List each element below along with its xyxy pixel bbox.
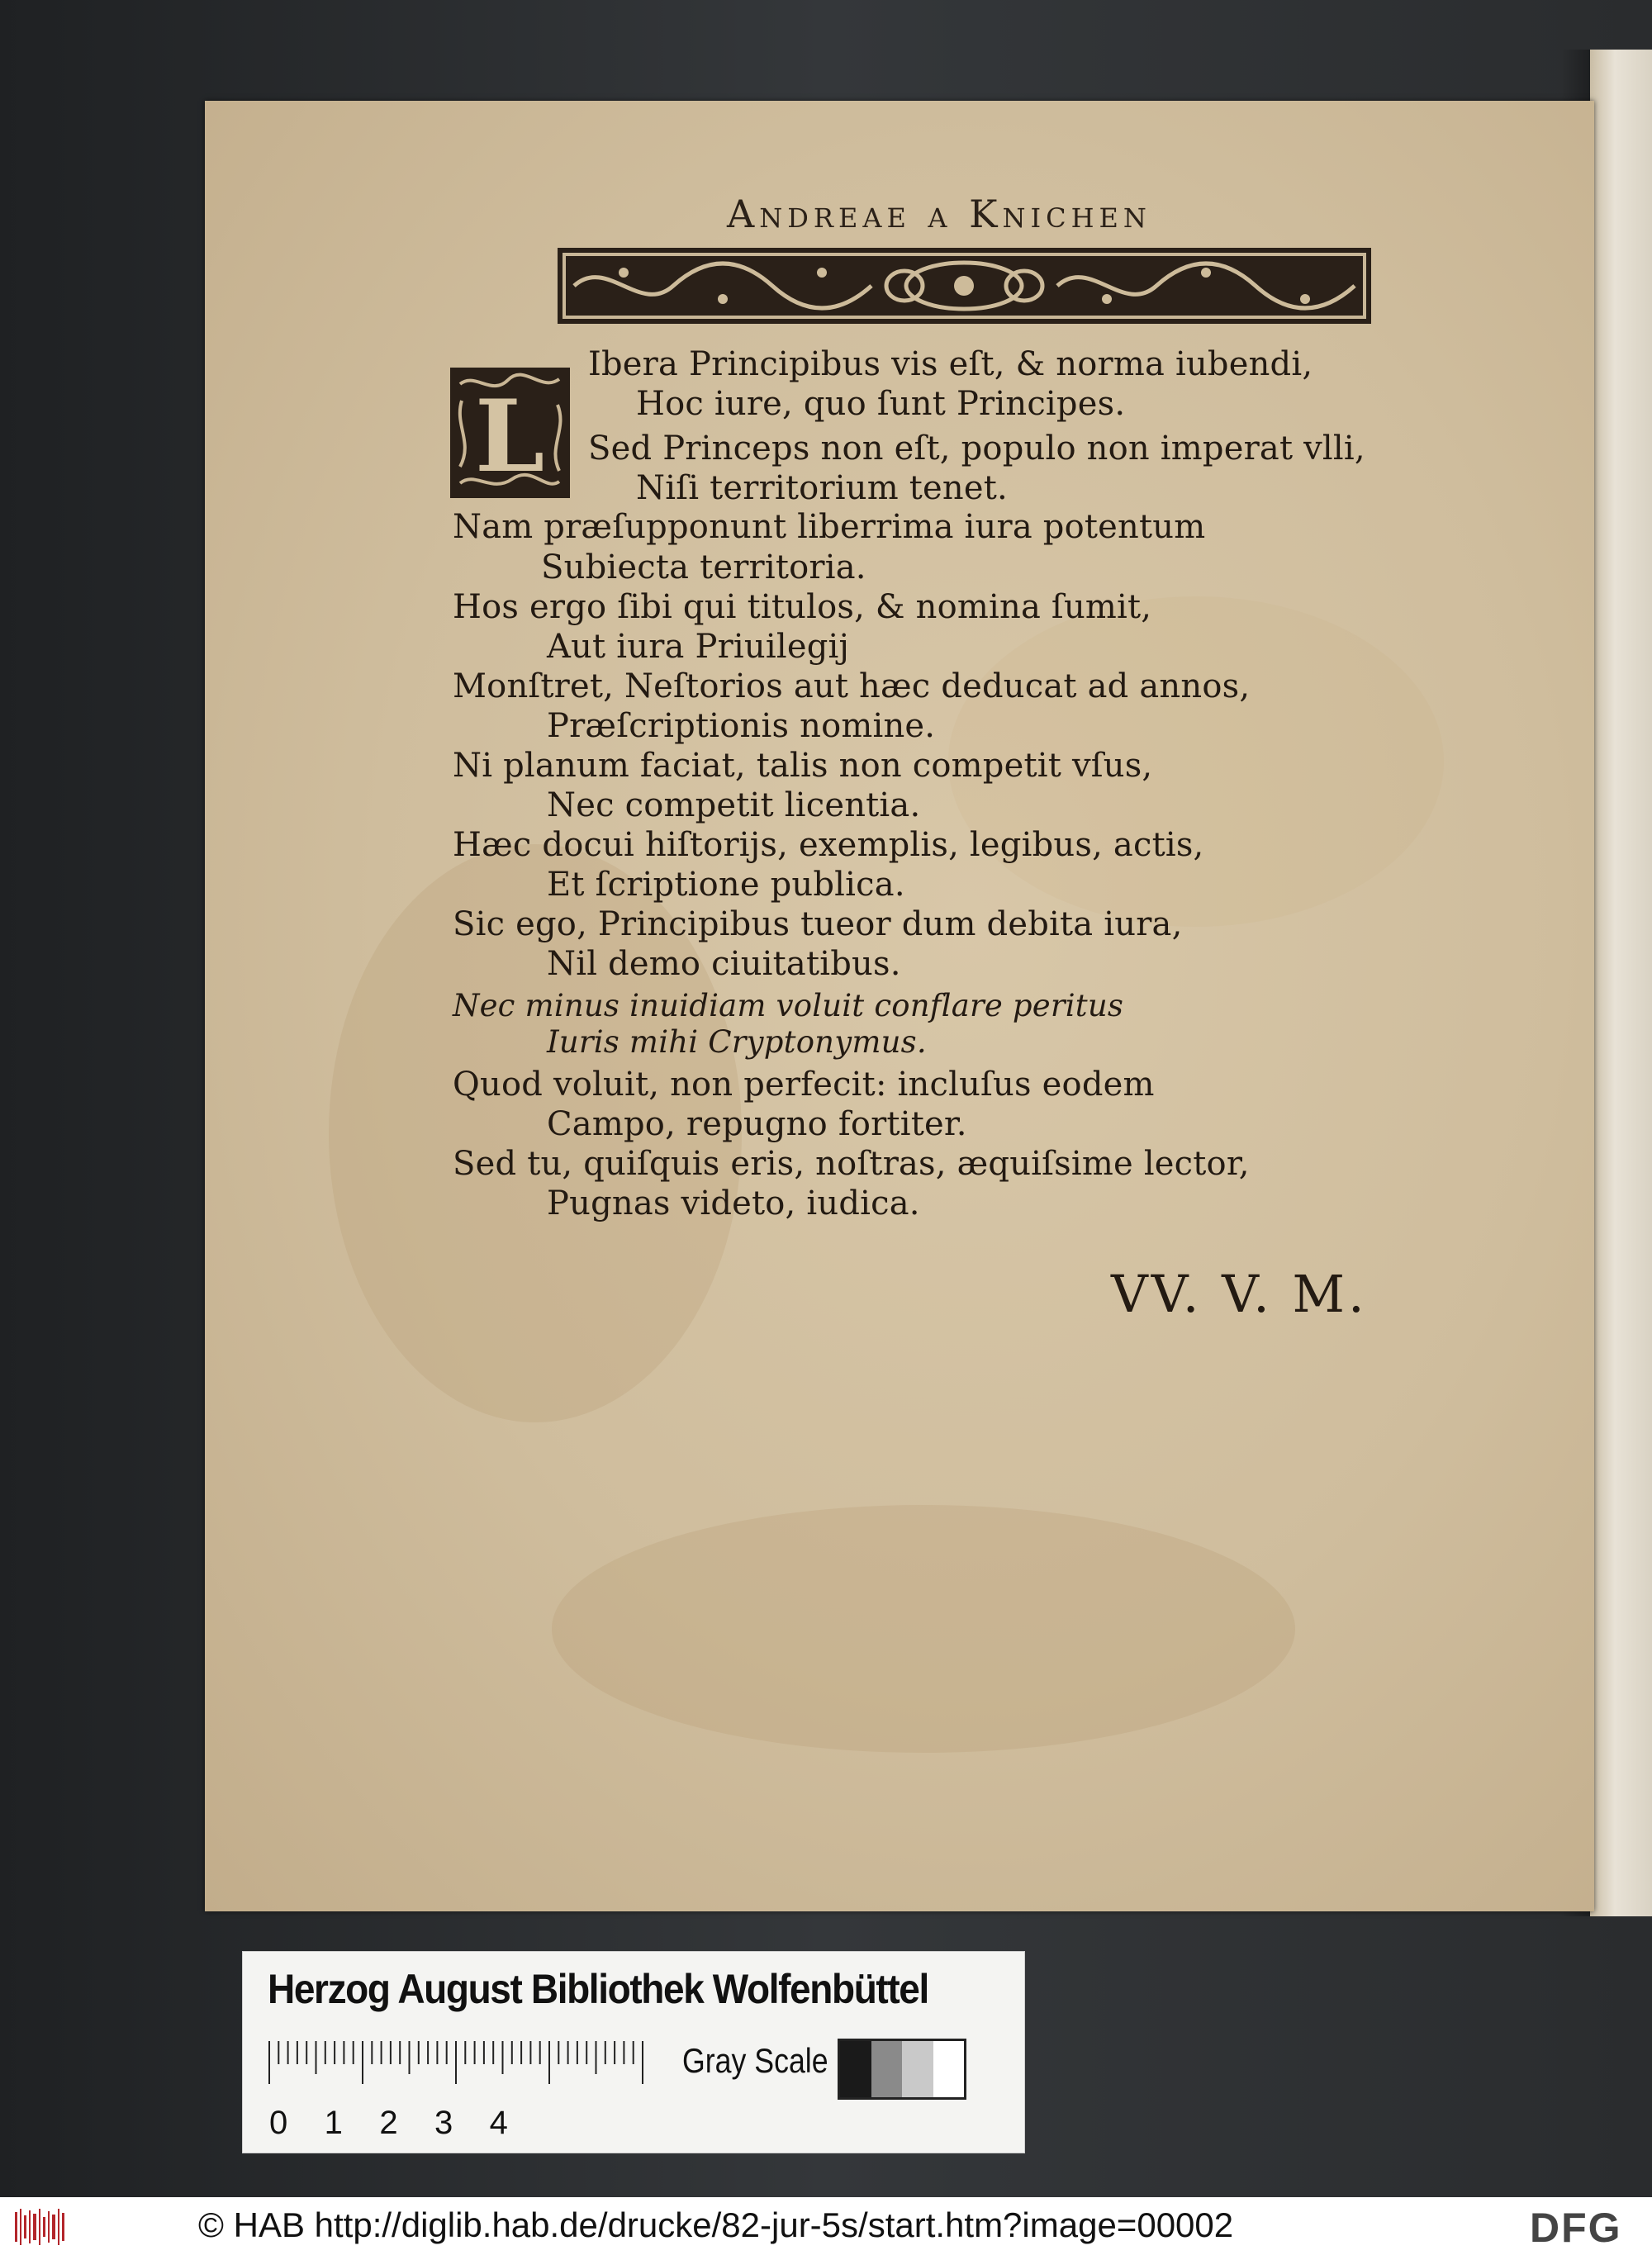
verse-line: Campo, repugno fortiter. <box>547 1105 967 1143</box>
running-head: Andreae a Knichen <box>727 192 1151 236</box>
verse-line: Sic ego, Principibus tueor dum debita iura, <box>453 905 1183 943</box>
verse-line: Hos ergo ſibi qui titulos, & nomina ſumit, <box>453 588 1152 626</box>
verse-line: Sed Princeps non eſt, populo non imperat vlli, <box>588 430 1365 468</box>
copyright-url: © HAB http://diglib.hab.de/drucke/82-jur-5s/start.htm?image=00002 <box>198 2205 1234 2244</box>
barcode-icon <box>15 2209 68 2245</box>
verse-line: Ibera Principibus vis eſt, & norma iubendi, <box>588 345 1313 383</box>
verse-line: Hæc docui hiſtorijs, exemplis, legibus, actis, <box>453 826 1204 864</box>
verse-line: Nec competit licentia. <box>547 786 921 824</box>
decorated-initial <box>450 368 570 498</box>
ruler-label: 1 <box>324 2105 343 2141</box>
ruler-label: 3 <box>434 2105 453 2141</box>
verse-line: Nec minus inuidiam voluit conflare peritus <box>453 988 1124 1023</box>
verse-line: Aut iura Priuilegij <box>547 628 850 666</box>
verse-line: Iuris mihi Cryptonymus. <box>547 1024 927 1060</box>
ruler-label: 2 <box>379 2105 398 2141</box>
verse-line: Monſtret, Neſtorios aut hæc deducat ad annos, <box>453 667 1251 705</box>
verse-line: Niſi territorium tenet. <box>636 469 1008 507</box>
verse-line: Subiecta territoria. <box>541 548 866 586</box>
woodcut-ornament-band <box>558 248 1371 324</box>
dfg-logo: DFG <box>1530 2205 1622 2251</box>
verse-line: Et ſcriptione publica. <box>547 866 905 904</box>
grayscale-bar <box>838 2039 966 2100</box>
verse-line: Hoc iure, quo ſunt Principes. <box>636 385 1126 423</box>
verse-line: Præſcriptionis nomine. <box>547 707 936 745</box>
initial-letter: L <box>474 378 545 495</box>
grayscale-patch <box>840 2041 871 2097</box>
verse-line: Ni planum faciat, talis non competit vſus, <box>453 747 1153 785</box>
verse-line: Nil demo ciuitatibus. <box>547 945 901 983</box>
grayscale-patch <box>902 2041 933 2097</box>
paper-stain <box>552 1505 1295 1753</box>
library-color-card <box>242 1951 1025 2153</box>
ruler-label: 0 <box>269 2105 288 2141</box>
verse-line: Quod voluit, non perfecit: incluſus eodem <box>453 1066 1155 1104</box>
verse-line: Nam præſupponunt liberrima iura potentum <box>453 508 1206 546</box>
footer-bar <box>0 2197 1652 2255</box>
grayscale-patch <box>871 2041 903 2097</box>
library-name: Herzog August Bibliothek Wolfenbüttel <box>268 1966 928 2012</box>
grayscale-label: Gray Scale <box>682 2041 828 2080</box>
ruler-label: 4 <box>489 2105 508 2141</box>
author-initials: VV. V. M. <box>1111 1264 1368 1324</box>
verse-line: Sed tu, quiſquis eris, noſtras, æquiſsime lector, <box>453 1145 1250 1183</box>
cm-ruler <box>266 2034 712 2142</box>
verse-line: Pugnas videto, iudica. <box>547 1184 920 1222</box>
grayscale-patch <box>933 2041 965 2097</box>
next-leaf-edge <box>1590 50 1652 1916</box>
